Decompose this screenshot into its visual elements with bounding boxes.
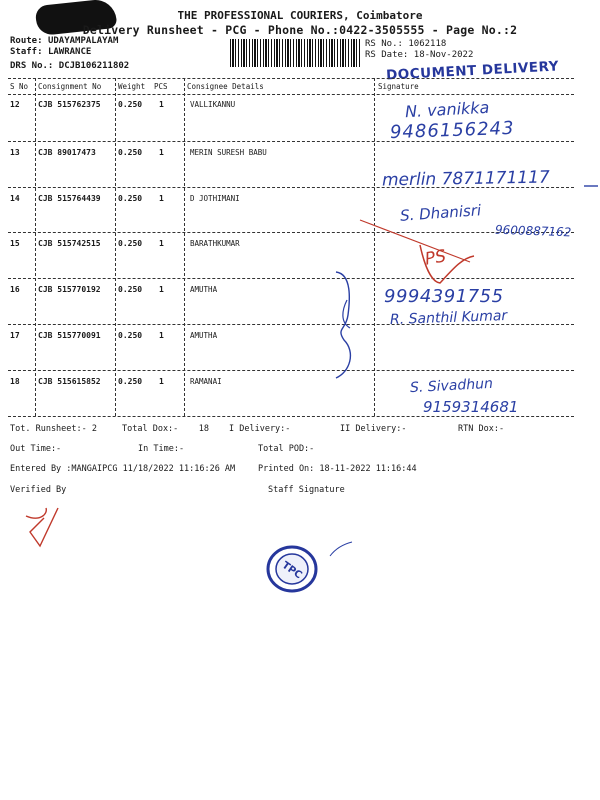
row-consignee: D JOTHIMANI: [190, 194, 240, 203]
total-dox-label: Total Dox:-: [122, 424, 179, 434]
row-pcs: 1: [159, 285, 164, 294]
stamp-stroke: [330, 542, 352, 556]
total-dox: [122, 424, 209, 434]
row-sno: 15: [10, 239, 20, 248]
row-sno: 18: [10, 377, 20, 386]
staff-signature: Staff Signature: [268, 485, 345, 495]
tot-runsheet: Tot. Runsheet:- 2: [10, 424, 97, 434]
red-line: [360, 220, 470, 262]
rs-date-value: 18-Nov-2022: [413, 50, 474, 60]
handwritten-name: R. Santhil Kumar: [389, 307, 508, 329]
handwritten-signature: S. Sivadhun: [409, 375, 494, 397]
row-consignee: BARATHKUMAR: [190, 239, 240, 248]
entered-by: Entered By :MANGAIPCG 11/18/2022 11:16:26 AM: [10, 464, 236, 474]
route-value: UDAYAMPALAYAM: [47, 36, 119, 46]
row-weight: 0.250: [118, 100, 143, 109]
row-weight: 0.250: [118, 194, 143, 203]
rs-no-label: RS No.:: [365, 39, 403, 49]
handwritten-name-phone: merlin 7871171117: [381, 167, 550, 191]
total-dox-value: 18: [198, 424, 210, 434]
row-sno: 13: [10, 148, 20, 157]
row-weight: 0.250: [118, 148, 143, 157]
row-weight: 0.250: [118, 377, 143, 386]
company-title: THE PROFESSIONAL COURIERS, Coimbatore: [177, 9, 423, 22]
row-pcs: 1: [159, 239, 164, 248]
header-weight: Weight: [118, 82, 146, 91]
row-consignment: CJB 515762375: [38, 100, 101, 109]
staff-value: LAWRANCE: [47, 47, 92, 57]
row-sno: 17: [10, 331, 20, 340]
handwritten-phone: 9486156243: [389, 117, 515, 144]
red-initials: PS: [423, 246, 448, 270]
row-consignment: CJB 89017473: [38, 148, 96, 157]
handwritten-phone: 9159314681: [423, 398, 519, 416]
rtn-dox: RTN Dox:-: [458, 424, 505, 434]
row-consignee: AMUTHA: [190, 331, 218, 340]
i-delivery: I Delivery:-: [229, 424, 291, 434]
verified-by: Verified By: [10, 485, 67, 495]
document-delivery-stamp: DOCUMENT DELIVERY: [385, 58, 560, 84]
seal-text: TPC: [279, 559, 304, 582]
row-pcs: 1: [159, 194, 164, 203]
row-consignee: AMUTHA: [190, 285, 218, 294]
staff-label: Staff:: [10, 47, 43, 57]
row-weight: 0.250: [118, 285, 143, 294]
in-time: In Time:-: [138, 444, 185, 454]
rs-no-value: 1062118: [408, 39, 447, 49]
tpc-seal: [264, 544, 324, 594]
verified-signature: [26, 508, 58, 546]
row-weight: 0.250: [118, 239, 143, 248]
header-consignment: Consignment No: [38, 82, 102, 91]
row-pcs: 1: [159, 100, 164, 109]
route-label: Route:: [10, 36, 43, 46]
row-consignment: CJB 515764439: [38, 194, 101, 203]
header-signature: Signature: [378, 82, 419, 91]
row-consignment: CJB 515770192: [38, 285, 101, 294]
header-pcs: PCS: [154, 82, 168, 91]
runsheet-subtitle: Delivery Runsheet - PCG - Phone No.:0422-3505555 - Page No.:2: [82, 23, 518, 37]
out-time: Out Time:-: [10, 444, 62, 454]
row-consignment: CJB 515615852: [38, 377, 101, 386]
row-sno: 14: [10, 194, 20, 203]
rs-date-label: RS Date:: [365, 50, 409, 60]
handwritten-phone: 9994391755: [384, 286, 504, 307]
handwritten-signature: S. Dhanisri: [399, 201, 482, 225]
ii-delivery: II Delivery:-: [340, 424, 407, 434]
row-consignee: VALLIKANNU: [190, 100, 236, 109]
brace-stroke: [336, 272, 350, 378]
drs-value: DCJB106211802: [58, 61, 130, 71]
printed-on: Printed On: 18-11-2022 11:16:44: [258, 464, 417, 474]
header-consignee: Consignee Details: [187, 82, 264, 91]
row-sno: 16: [10, 285, 20, 294]
check-mark: [420, 245, 474, 283]
row-consignment: CJB 515770091: [38, 331, 101, 340]
row-pcs: 1: [159, 331, 164, 340]
handwritten-phone: 9600887162: [494, 222, 572, 240]
row-pcs: 1: [159, 148, 164, 157]
row-weight: 0.250: [118, 331, 143, 340]
row-pcs: 1: [159, 377, 164, 386]
total-pod: Total POD:-: [258, 444, 315, 454]
handwritten-name: N. vanikka: [404, 97, 490, 122]
row-consignment: CJB 515742515: [38, 239, 101, 248]
row-consignee: RAMANAI: [190, 377, 222, 386]
drs-label: DRS No.:: [10, 61, 54, 71]
row-consignee: MERIN SURESH BABU: [190, 148, 267, 157]
row-sno: 12: [10, 100, 20, 109]
header-sno: S No: [10, 82, 29, 91]
